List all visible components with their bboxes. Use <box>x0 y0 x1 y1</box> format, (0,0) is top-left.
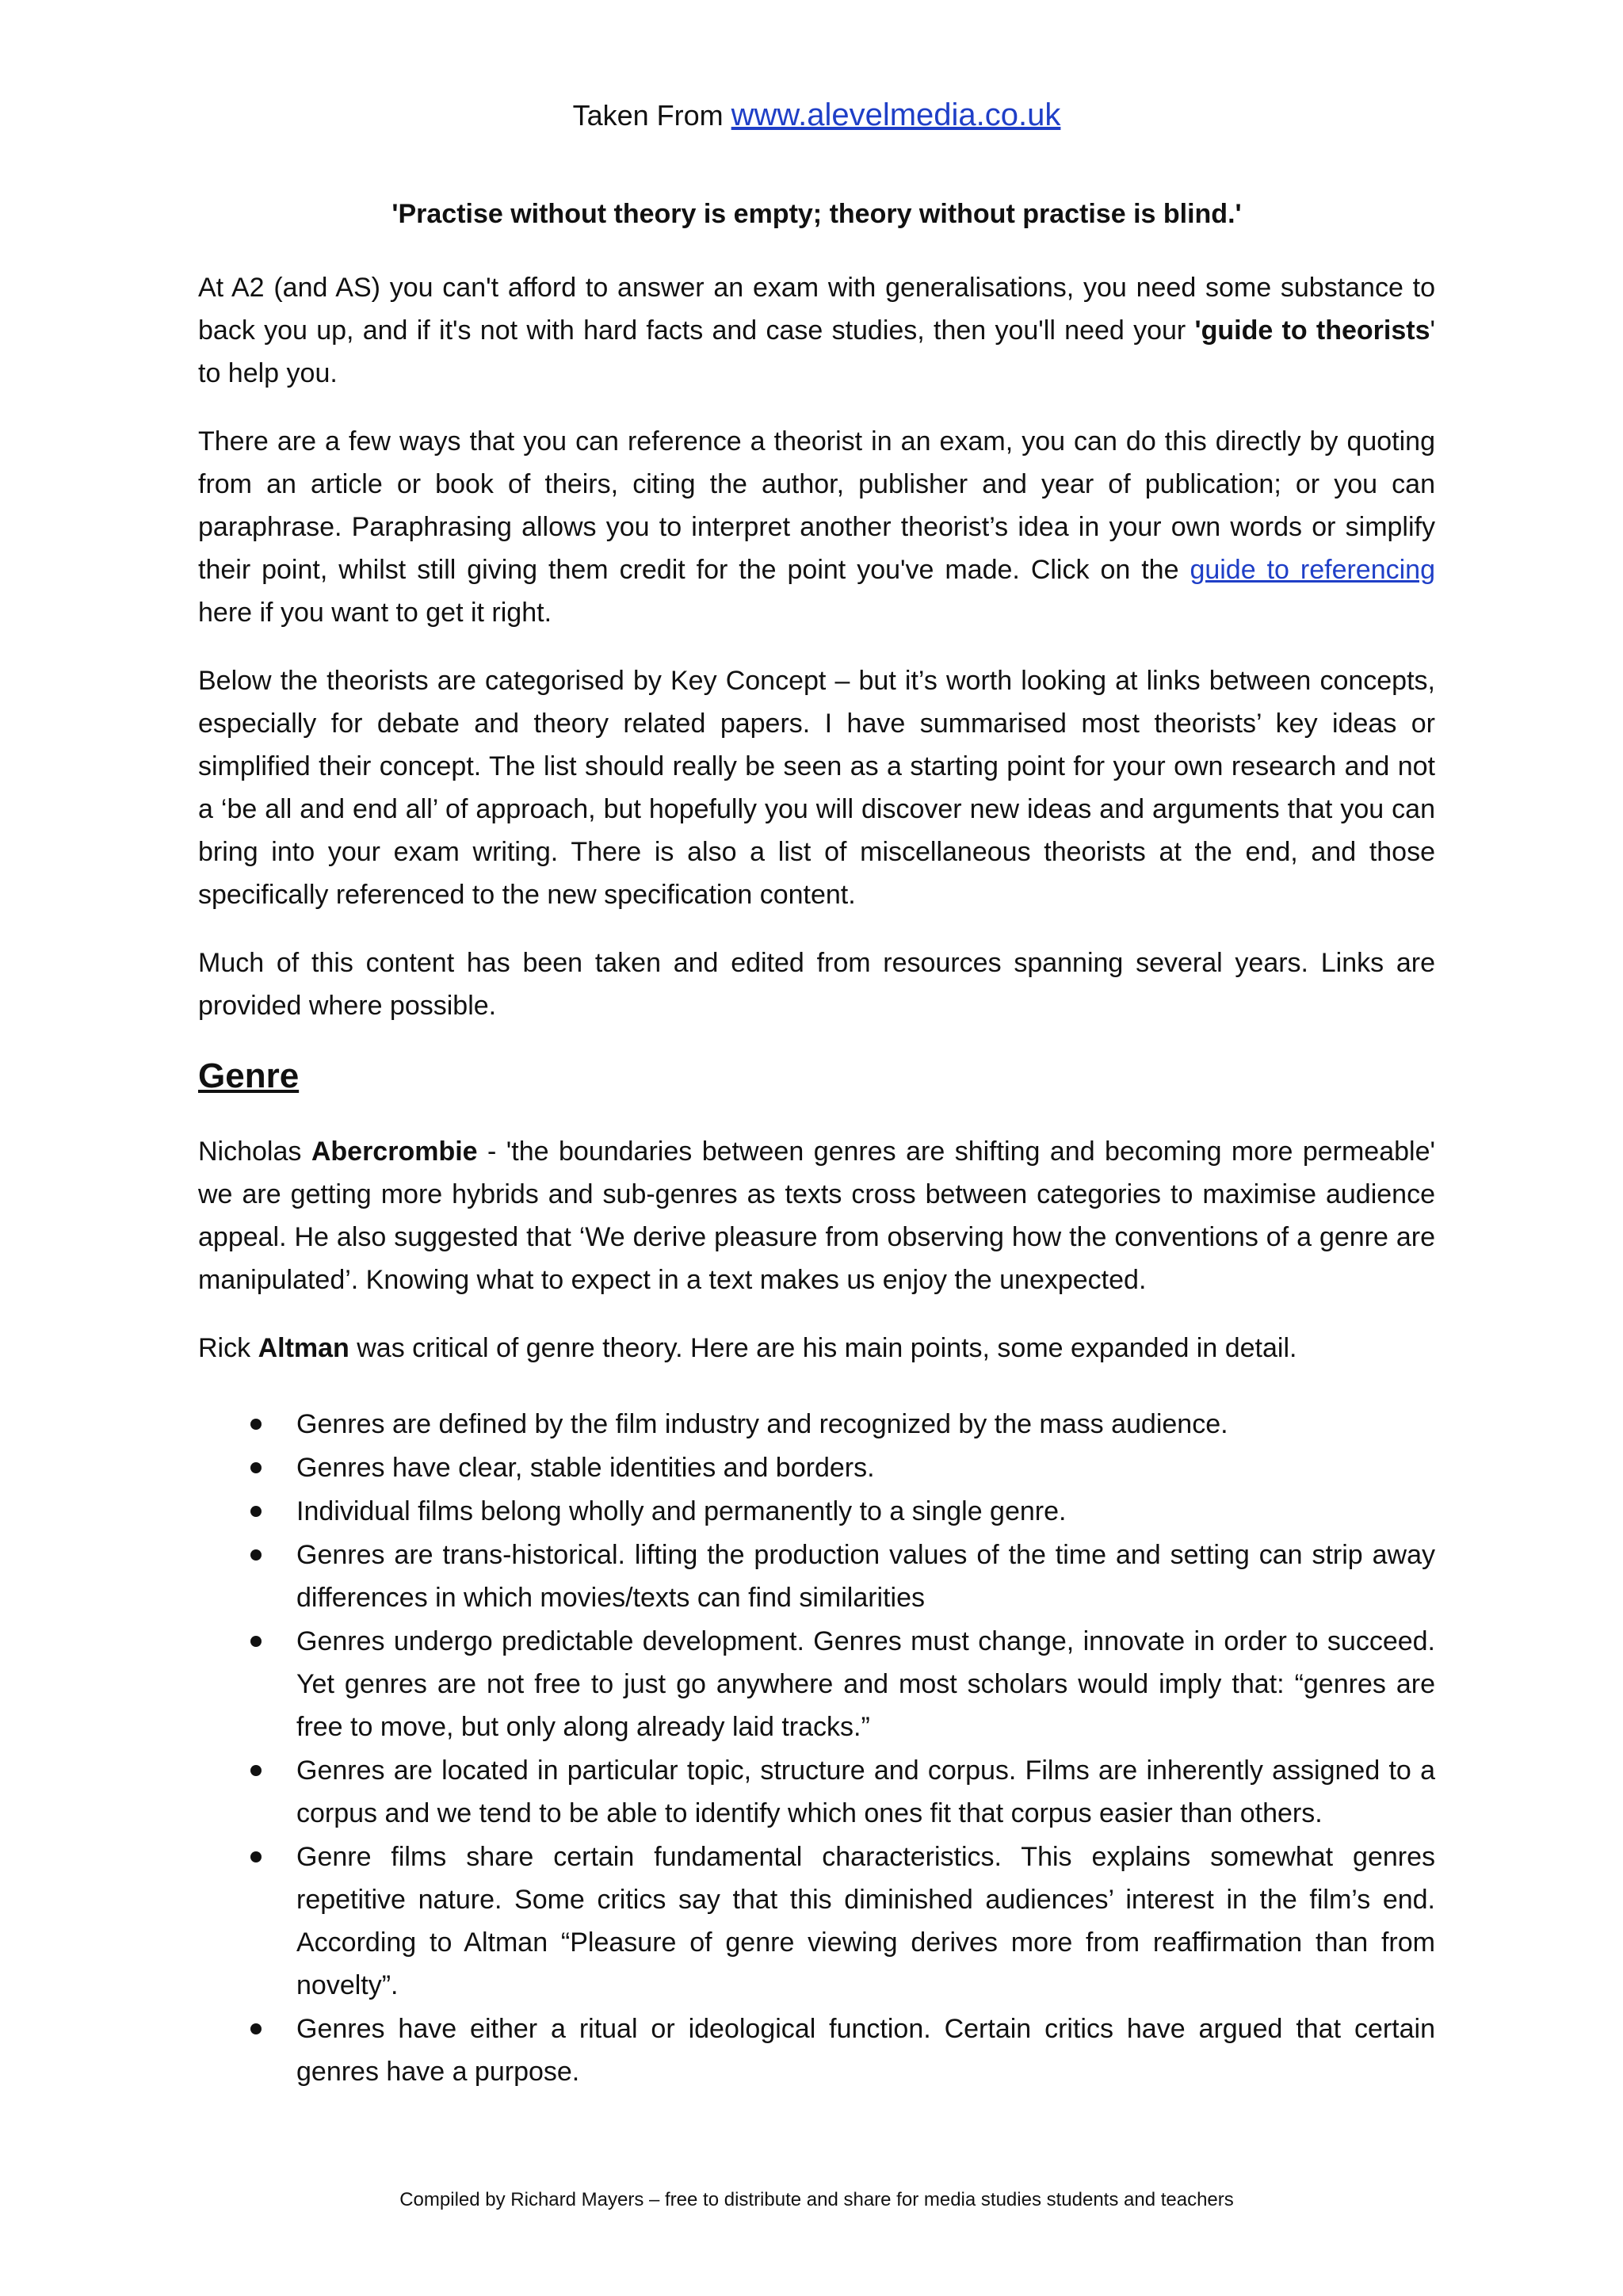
list-item-text: Genres are trans-historical. lifting the production values of the time and setting can strip away differences in which movies/texts can find similarities <box>296 1540 1435 1613</box>
bullet-icon <box>250 1765 262 1776</box>
list-item-text: Genres have either a ritual or ideological function. Certain critics have argued that certain genres have a purpose. <box>296 2014 1435 2087</box>
guide-to-theorists-bold: 'guide to theorists <box>1194 315 1430 346</box>
abercrombie-first-name: Nicholas <box>198 1137 311 1167</box>
source-header <box>198 97 1435 134</box>
altman-paragraph <box>198 1327 1435 1370</box>
list-item <box>198 1403 1435 1446</box>
list-item-text: Genre films share certain fundamental characteristics. This explains somewhat genres repetitive nature. Some critics say that this diminished audiences’ interest in the film’s end. According to Altman “Pleasure of genre viewing derives more from reaffirmation than from novelty”. <box>296 1842 1435 2000</box>
list-item <box>198 1749 1435 1835</box>
list-item <box>198 1620 1435 1748</box>
intro-p1-text: At A2 (and AS) you can't afford to answer an exam with generalisations, you need some substance to back you up, and if it's not with hard facts and case studies, then you'll need your <box>198 273 1435 346</box>
intro-p2-tail: here if you want to get it right. <box>198 598 552 628</box>
intro-paragraph-2 <box>198 420 1435 634</box>
abercrombie-surname: Abercrombie <box>311 1137 478 1167</box>
bullet-icon <box>250 1419 262 1430</box>
list-item <box>198 1534 1435 1619</box>
altman-surname: Altman <box>258 1333 349 1363</box>
list-item-text: Genres are located in particular topic, structure and corpus. Films are inherently assigned to a corpus and we tend to be able to identify which ones fit that corpus easier than others. <box>296 1755 1435 1828</box>
list-item-text: Genres are defined by the film industry and recognized by the mass audience. <box>296 1409 1228 1439</box>
intro-paragraph-1 <box>198 266 1435 395</box>
altman-points-list <box>198 1403 1435 2094</box>
bullet-icon <box>250 1506 262 1517</box>
intro-paragraph-4: Much of this content has been taken and edited from resources spanning several years. Links are provided where possible. <box>198 948 1435 1021</box>
guide-to-referencing-link[interactable]: guide to referencing <box>1190 555 1435 585</box>
altman-first-name: Rick <box>198 1333 258 1363</box>
altman-text: was critical of genre theory. Here are his main points, some expanded in detail. <box>349 1333 1297 1363</box>
source-link[interactable]: www.alevelmedia.co.uk <box>731 97 1061 132</box>
intro-p2-text: There are a few ways that you can reference a theorist in an exam, you can do this directly by quoting from an article or book of theirs, citing the author, publisher and year of publication; or you can paraphrase. Paraphrasing allows you to interpret another theorist’s idea in your own words or simplify their point, whilst still giving them credit for the point you've made. Click on the <box>198 426 1435 585</box>
intro-paragraph-3: Below the theorists are categorised by Key Concept – but it’s worth looking at links between concepts, especially for debate and theory related papers. I have summarised most theorists’ key ideas or simplified their concept. The list should really be seen as a starting point for your own research and not a ‘be all and end all’ of approach, but hopefully you will discover new ideas and arguments that you can bring into your exam writing. There is also a list of miscellaneous theorists at the end, and those specifically referenced to the new specification content. <box>198 666 1435 910</box>
bullet-icon <box>250 1851 262 1862</box>
intro-p1-tail: ' to help you. <box>198 315 1435 388</box>
bullet-icon <box>250 2023 262 2034</box>
abercrombie-text: - 'the boundaries between genres are shifting and becoming more permeable' we are getting more hybrids and sub-genres as texts cross between categories to maximise audience appeal. He also suggested that ‘We derive pleasure from observing how the conventions of a genre are manipulated’. Knowing what to expect in a text makes us enjoy the unexpected. <box>198 1137 1435 1295</box>
epigraph-quote: 'Practise without theory is empty; theory without practise is blind.' <box>391 199 1242 229</box>
bullet-icon <box>250 1462 262 1473</box>
list-item-text: Individual films belong wholly and permanently to a single genre. <box>296 1496 1067 1526</box>
source-prefix: Taken From <box>572 99 731 132</box>
list-item-text: Genres undergo predictable development. Genres must change, innovate in order to succeed. Yet genres are not free to just go anywhere and most scholars would imply that: “genres are free to move, but only along already laid tracks.” <box>296 1626 1435 1742</box>
abercrombie-paragraph <box>198 1130 1435 1301</box>
list-item <box>198 2008 1435 2093</box>
section-heading-genre: Genre <box>198 1056 300 1095</box>
bullet-icon <box>250 1636 262 1647</box>
list-item <box>198 1446 1435 1489</box>
list-item <box>198 1490 1435 1533</box>
list-item <box>198 1836 1435 2007</box>
list-item-text: Genres have clear, stable identities and borders. <box>296 1453 875 1483</box>
bullet-icon <box>250 1549 262 1561</box>
page-footer: Compiled by Richard Mayers – free to distribute and share for media studies students and teachers <box>399 2189 1234 2210</box>
